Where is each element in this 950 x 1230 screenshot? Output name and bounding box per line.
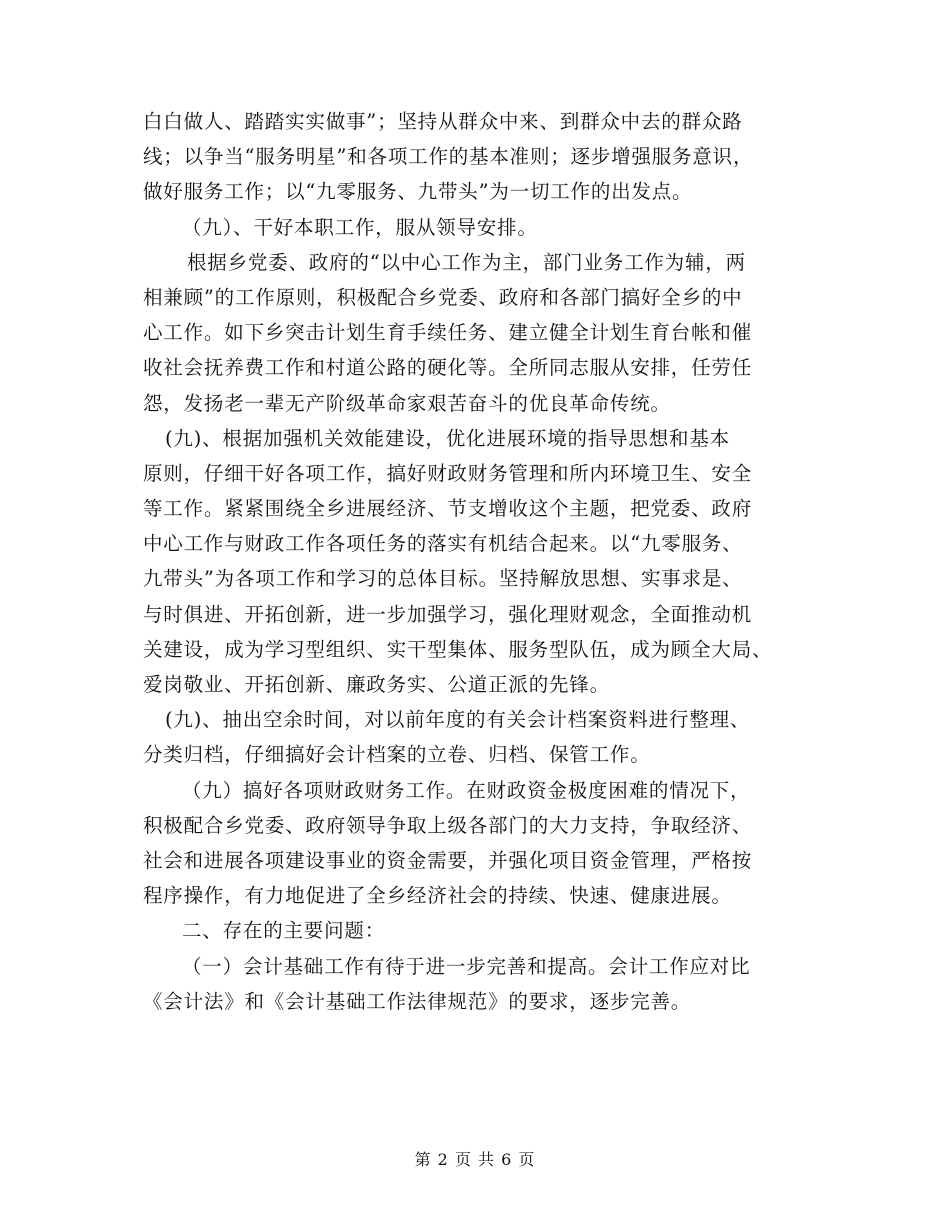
text-line: 线；以争当“服务明星”和各项工作的基本准则；逐步增强服务意识， bbox=[143, 145, 754, 169]
text-line: 白白做人、踏踏实实做事”；坚持从群众中来、到群众中去的群众路 bbox=[143, 110, 743, 133]
text-line: 与时俱进、开拓创新，进一步加强学习，强化理财观念，全面推动机 bbox=[143, 602, 753, 626]
text-line: 怨，发扬老一辈无产阶级革命家艰苦奋斗的优良革命传统。 bbox=[143, 391, 671, 415]
section-heading: 二、存在的主要问题： bbox=[182, 919, 386, 943]
text-line: 中心工作与财政工作各项任务的落实有机结合起来。以“九零服务、 bbox=[143, 532, 743, 556]
text-line: 程序操作，有力地促进了全乡经济社会的持续、快速、健康进展。 bbox=[143, 884, 732, 908]
text-line: 关建设，成为学习型组织、实干型集体、服务型队伍，成为顾全大局、 bbox=[143, 637, 773, 661]
text-line: 等工作。紧紧围绕全乡进展经济、节支增收这个主题，把党委、政府 bbox=[143, 497, 753, 521]
text-line: (九)、根据加强机关效能建设，优化进展环境的指导思想和基本 bbox=[165, 426, 730, 450]
text-line: （九）搞好各项财政财务工作。在财政资金极度困难的情况下， bbox=[182, 778, 751, 802]
section-heading: （九）、干好本职工作，服从领导安排。 bbox=[182, 215, 538, 239]
text-line: 做好服务工作；以“九零服务、九带头”为一切工作的出发点。 bbox=[143, 180, 693, 204]
text-line: 根据乡党委、政府的“以中心工作为主，部门业务工作为辅，两 bbox=[187, 250, 746, 274]
text-line: 原则，仔细干好各项工作，搞好财政财务管理和所内环境卫生、安全 bbox=[143, 461, 753, 485]
document-body bbox=[143, 104, 823, 1019]
text-line: 九带头”为各项工作和学习的总体目标。坚持解放思想、实事求是、 bbox=[143, 567, 743, 591]
text-line: 分类归档，仔细搞好会计档案的立卷、归档、保管工作。 bbox=[143, 743, 651, 767]
text-line: (九)、抽出空余时间，对以前年度的有关会计档案资料进行整理、 bbox=[165, 708, 751, 732]
page-footer: 第 2 页 共 6 页 bbox=[414, 1150, 536, 1169]
text-line: 收社会抚养费工作和村道公路的硬化等。全所同志服从安排，任劳任 bbox=[143, 356, 753, 380]
text-line: 相兼顾”的工作原则，积极配合乡党委、政府和各部门搞好全乡的中 bbox=[143, 285, 743, 309]
text-line: 社会和进展各项建设事业的资金需要，并强化项目资金管理，严格按 bbox=[143, 848, 753, 872]
text-line: 心工作。如下乡突击计划生育手续任务、建立健全计划生育台帐和催 bbox=[143, 321, 753, 345]
text-line: 爱岗敬业、开拓创新、廉政务实、公道正派的先锋。 bbox=[143, 673, 610, 696]
text-line: 《会计法》和《会计基础工作法律规范》的要求，逐步完善。 bbox=[143, 989, 692, 1013]
text-line: （一）会计基础工作有待于进一步完善和提高。会计工作应对比 bbox=[182, 954, 751, 978]
text-line: 积极配合乡党委、政府领导争取上级各部门的大力支持，争取经济、 bbox=[143, 813, 753, 837]
